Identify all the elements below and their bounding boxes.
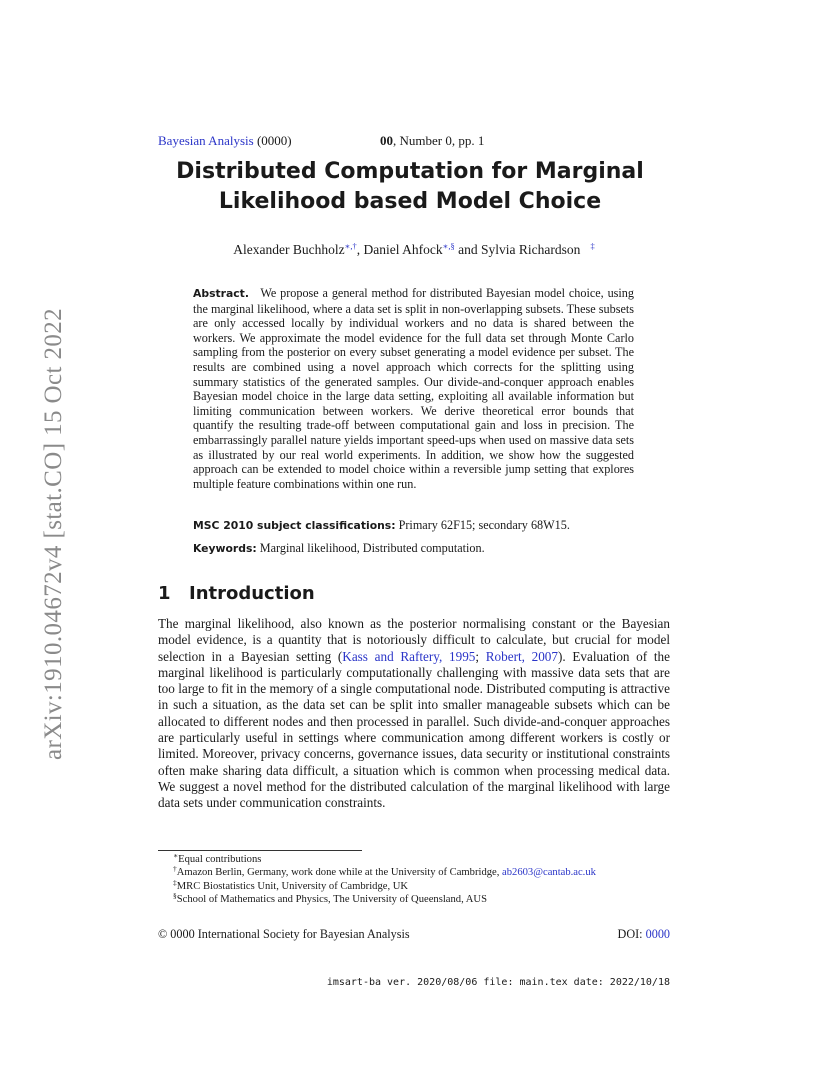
imsart-version-footer: imsart-ba ver. 2020/08/06 file: main.tex date: 2022/10/18	[326, 977, 670, 988]
footnote	[173, 877, 673, 893]
citation-separator: ;	[475, 648, 486, 664]
msc-label: MSC 2010 subject classifications:	[193, 519, 396, 532]
footnote	[173, 866, 673, 879]
copyright-line	[158, 927, 670, 942]
footnote-divider	[158, 850, 362, 851]
author-separator: and	[454, 242, 481, 257]
citation-link[interactable]: Robert, 2007	[485, 648, 558, 664]
doi	[618, 927, 670, 942]
section-heading	[158, 583, 315, 604]
abstract-label: Abstract.	[193, 287, 249, 300]
doi-link[interactable]: 0000	[645, 927, 670, 941]
footnote-mark: †	[173, 864, 177, 874]
journal-name-link[interactable]: Bayesian Analysis	[158, 133, 254, 148]
footnote	[173, 893, 673, 906]
footnote-text: MRC Biostatistics Unit, University of Cambridge, UK	[176, 880, 409, 892]
footnote-text: School of Mathematics and Physics, The University of Queensland, AUS	[176, 894, 487, 906]
author-footnote-marks[interactable]: ∗,†	[344, 241, 357, 251]
citation-link[interactable]: Kass and Raftery, 1995	[342, 648, 476, 664]
intro-text: The marginal likelihood, also known as the posterior normalising constant or the Bayesian model evidence, is a quantity that is notoriously difficult to calculate, but crucial for model selection in a Bayesian setting (	[158, 616, 670, 664]
author-separator: ,	[356, 242, 364, 257]
keywords-label: Keywords:	[193, 542, 257, 555]
introduction-paragraph	[158, 616, 670, 812]
author-name: Daniel Ahfock	[363, 242, 443, 257]
section-title: Introduction	[189, 583, 315, 604]
journal-citation	[158, 133, 380, 149]
journal-year: (0000)	[256, 133, 292, 148]
abstract-text: We propose a general method for distributed Bayesian model choice, using the marginal likelihood, where a data set is split in non-overlapping subsets. These subsets are only accessed locally by individual workers and no data is shared between the workers. We approximate the model evidence for the full data set through Monte Carlo sampling from the posterior on every subset generating a model evidence per subset. The results are combined using a novel approach which corrects for the splitting using summary statistics of the generated samples. Our divide-and-conquer approach enables Bayesian model choice in the large data setting, exploiting all available information but limiting communication between workers. We derive theoretical error bounds that quantify the resulting trade-off between computational gain and loss in precision. The embarrassingly parallel nature yields important speed-ups when used on massive data sets as illustrated by our real world experiments. In addition, we show how the suggested approach can be extended to model choice within a reversible jump setting that explores multiple feature combinations within one run.	[193, 286, 634, 491]
footnote	[173, 853, 673, 866]
footnote-mark: ‡	[173, 877, 177, 887]
arxiv-identifier-stamp: arXiv:1910.04672v4 [stat.CO] 15 Oct 2022	[40, 307, 67, 760]
doi-label: DOI:	[617, 927, 646, 941]
keywords-text: Marginal likelihood, Distributed computation.	[259, 541, 485, 555]
journal-volume: 00	[380, 133, 393, 148]
copyright-notice: © 0000 International Society for Bayesian Analysis	[158, 927, 410, 941]
keywords	[193, 541, 634, 556]
paper-title-line-1: Distributed Computation for Marginal	[176, 159, 644, 184]
author-footnote-marks[interactable]: ‡	[590, 241, 595, 251]
running-header	[158, 133, 484, 149]
msc-text: Primary 62F15; secondary 68W15.	[398, 518, 570, 532]
journal-number-pages: , Number 0, pp. 1	[393, 133, 485, 148]
abstract	[193, 286, 634, 491]
section-number: 1	[158, 583, 171, 604]
msc-classification	[193, 518, 634, 533]
author-list	[158, 242, 670, 258]
author-name: Sylvia Richardson	[481, 242, 581, 257]
email-link[interactable]: ab2603@cantab.ac.uk	[502, 867, 596, 879]
author-footnote-marks[interactable]: ∗,§	[442, 241, 455, 251]
paper-title	[150, 157, 670, 217]
footnotes	[173, 853, 673, 907]
footnote-mark: ∗	[173, 851, 179, 860]
intro-text: ). Evaluation of the marginal likelihood is particularly computationally challenging with massive data sets that are too large to fit in the memory of a single computational node. Distributed computing is attractive in such a situation, as the data set can be split into smaller manageable subsets which can be allocated to different nodes and then processed in parallel. Such divide-and-conquer approaches are particularly useful in settings where communication among different workers is costly or limited. Moreover, privacy concerns, governance issues, data security or institutional constraints often make sharing data difficult, a situation which is common when processing medical data. We suggest a novel method for the distributed calculation of the marginal likelihood with large data sets under communication constraints.	[158, 648, 670, 811]
footnote-mark: §	[173, 891, 177, 901]
paper-title-line-2: Likelihood based Model Choice	[218, 189, 602, 214]
author-name: Alexander Buchholz	[233, 242, 345, 257]
footnote-text: Equal contributions	[178, 854, 262, 865]
footnote-text: Amazon Berlin, Germany, work done while at the University of Cambridge,	[176, 867, 503, 879]
